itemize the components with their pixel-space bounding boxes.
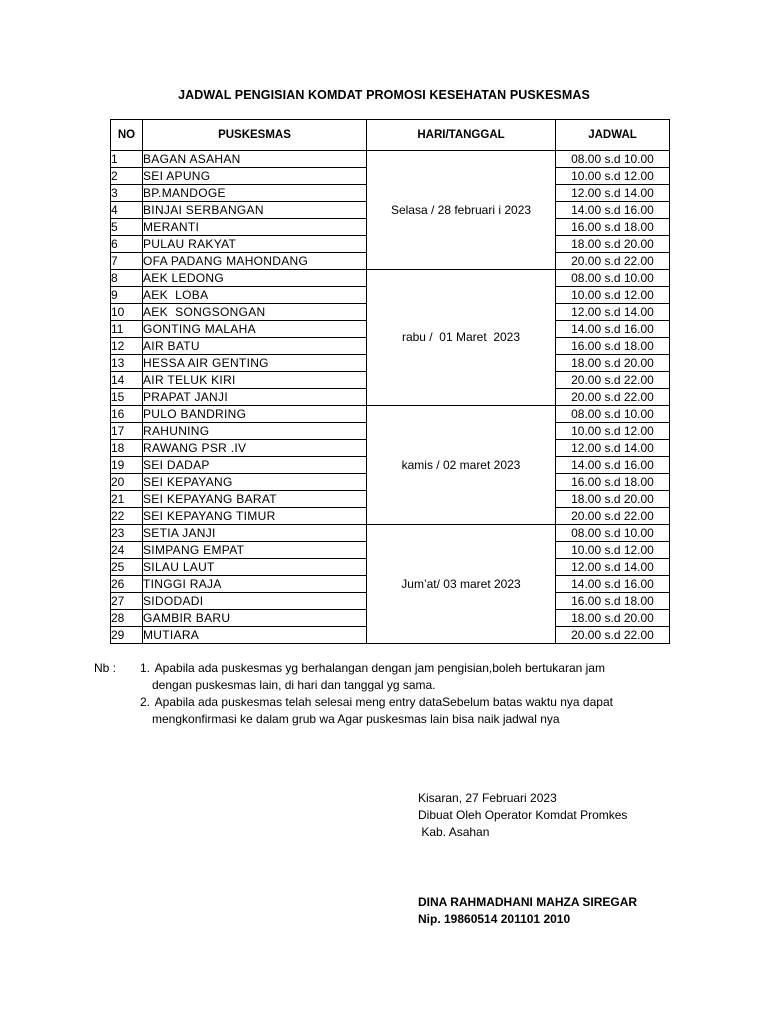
time-slot: 12.00 s.d 14.00 xyxy=(556,304,670,321)
time-slot: 20.00 s.d 22.00 xyxy=(556,389,670,406)
puskesmas-name: TINGGI RAJA xyxy=(143,576,367,593)
row-number: 2 xyxy=(111,168,143,185)
time-slot: 08.00 s.d 10.00 xyxy=(556,151,670,168)
time-slot: 08.00 s.d 10.00 xyxy=(556,525,670,542)
time-slot: 18.00 s.d 20.00 xyxy=(556,491,670,508)
row-number: 27 xyxy=(111,593,143,610)
puskesmas-name: SEI APUNG xyxy=(143,168,367,185)
time-slot: 16.00 s.d 18.00 xyxy=(556,593,670,610)
row-number: 9 xyxy=(111,287,143,304)
puskesmas-name: HESSA AIR GENTING xyxy=(143,355,367,372)
puskesmas-name: AIR BATU xyxy=(143,338,367,355)
time-slot: 14.00 s.d 16.00 xyxy=(556,576,670,593)
row-number: 22 xyxy=(111,508,143,525)
time-slot: 12.00 s.d 14.00 xyxy=(556,185,670,202)
signatory-nip: Nip. 19860514 201101 2010 xyxy=(418,912,571,926)
row-number: 28 xyxy=(111,610,143,627)
row-number: 16 xyxy=(111,406,143,423)
time-slot: 12.00 s.d 14.00 xyxy=(556,440,670,457)
day-date-cell: Selasa / 28 februari i 2023 xyxy=(367,151,556,270)
time-slot: 10.00 s.d 12.00 xyxy=(556,542,670,559)
puskesmas-name: PULAU RAKYAT xyxy=(143,236,367,253)
row-number: 11 xyxy=(111,321,143,338)
signatory-name: DINA RAHMADHANI MAHZA SIREGAR xyxy=(418,895,638,909)
signature-office: Kab. Asahan xyxy=(418,825,490,839)
puskesmas-name: SEI KEPAYANG TIMUR xyxy=(143,508,367,525)
puskesmas-name: BAGAN ASAHAN xyxy=(143,151,367,168)
puskesmas-name: SILAU LAUT xyxy=(143,559,367,576)
note-item xyxy=(140,660,700,694)
time-slot: 10.00 s.d 12.00 xyxy=(556,287,670,304)
row-number: 19 xyxy=(111,457,143,474)
table-row xyxy=(111,270,670,287)
row-number: 21 xyxy=(111,491,143,508)
schedule-table xyxy=(110,119,670,644)
day-date-cell: Jum’at/ 03 maret 2023 xyxy=(367,525,556,644)
puskesmas-name: PULO BANDRING xyxy=(143,406,367,423)
puskesmas-name: AEK LEDONG xyxy=(143,270,367,287)
row-number: 1 xyxy=(111,151,143,168)
time-slot: 12.00 s.d 14.00 xyxy=(556,559,670,576)
puskesmas-name: GONTING MALAHA xyxy=(143,321,367,338)
time-slot: 18.00 s.d 20.00 xyxy=(556,236,670,253)
row-number: 20 xyxy=(111,474,143,491)
row-number: 12 xyxy=(111,338,143,355)
row-number: 14 xyxy=(111,372,143,389)
row-number: 29 xyxy=(111,627,143,644)
time-slot: 14.00 s.d 16.00 xyxy=(556,321,670,338)
time-slot: 16.00 s.d 18.00 xyxy=(556,474,670,491)
time-slot: 16.00 s.d 18.00 xyxy=(556,219,670,236)
time-slot: 14.00 s.d 16.00 xyxy=(556,457,670,474)
row-number: 24 xyxy=(111,542,143,559)
row-number: 15 xyxy=(111,389,143,406)
time-slot: 20.00 s.d 22.00 xyxy=(556,627,670,644)
row-number: 5 xyxy=(111,219,143,236)
signature-place-date: Kisaran, 27 Februari 2023 xyxy=(418,791,557,805)
note-text: Apabila ada puskesmas telah selesai meng entry dataSebelum batas waktu nya dapat xyxy=(154,695,613,709)
table-row xyxy=(111,406,670,423)
puskesmas-name: SEI DADAP xyxy=(143,457,367,474)
puskesmas-name: BINJAI SERBANGAN xyxy=(143,202,367,219)
puskesmas-name: RAHUNING xyxy=(143,423,367,440)
note-text: Apabila ada puskesmas yg berhalangan dengan jam pengisian,boleh bertukaran jam xyxy=(154,661,605,675)
puskesmas-name: SEI KEPAYANG BARAT xyxy=(143,491,367,508)
row-number: 18 xyxy=(111,440,143,457)
time-slot: 08.00 s.d 10.00 xyxy=(556,270,670,287)
row-number: 10 xyxy=(111,304,143,321)
note-number: 2. xyxy=(140,695,151,709)
row-number: 3 xyxy=(111,185,143,202)
row-number: 4 xyxy=(111,202,143,219)
puskesmas-name: SETIA JANJI xyxy=(143,525,367,542)
time-slot: 08.00 s.d 10.00 xyxy=(556,406,670,423)
puskesmas-name: RAWANG PSR .IV xyxy=(143,440,367,457)
time-slot: 14.00 s.d 16.00 xyxy=(556,202,670,219)
time-slot: 10.00 s.d 12.00 xyxy=(556,423,670,440)
row-number: 13 xyxy=(111,355,143,372)
signature-made-by: Dibuat Oleh Operator Komdat Promkes xyxy=(418,808,628,822)
day-date-cell: rabu / 01 Maret 2023 xyxy=(367,270,556,406)
header-hari-tanggal: HARI/TANGGAL xyxy=(367,120,556,151)
table-header-row xyxy=(111,120,670,151)
puskesmas-name: AIR TELUK KIRI xyxy=(143,372,367,389)
notes-label: Nb : xyxy=(94,661,117,675)
puskesmas-name: PRAPAT JANJI xyxy=(143,389,367,406)
puskesmas-name: BP.MANDOGE xyxy=(143,185,367,202)
page-title: JADWAL PENGISIAN KOMDAT PROMOSI KESEHATAN PUSKESMAS xyxy=(178,88,590,102)
time-slot: 20.00 s.d 22.00 xyxy=(556,508,670,525)
puskesmas-name: SEI KEPAYANG xyxy=(143,474,367,491)
note-number: 1. xyxy=(140,661,151,675)
table-row xyxy=(111,525,670,542)
header-puskesmas: PUSKESMAS xyxy=(143,120,367,151)
row-number: 23 xyxy=(111,525,143,542)
day-date-cell: kamis / 02 maret 2023 xyxy=(367,406,556,525)
time-slot: 18.00 s.d 20.00 xyxy=(556,610,670,627)
puskesmas-name: MERANTI xyxy=(143,219,367,236)
puskesmas-name: GAMBIR BARU xyxy=(143,610,367,627)
puskesmas-name: SIMPANG EMPAT xyxy=(143,542,367,559)
puskesmas-name: OFA PADANG MAHONDANG xyxy=(143,253,367,270)
header-jadwal: JADWAL xyxy=(556,120,670,151)
signature-block xyxy=(418,790,637,928)
time-slot: 20.00 s.d 22.00 xyxy=(556,372,670,389)
note-text-continued: mengkonfirmasi ke dalam grub wa Agar puskesmas lain bisa naik jadwal nya xyxy=(152,712,560,726)
row-number: 7 xyxy=(111,253,143,270)
puskesmas-name: MUTIARA xyxy=(143,627,367,644)
time-slot: 18.00 s.d 20.00 xyxy=(556,355,670,372)
note-text-continued: dengan puskesmas lain, di hari dan tanggal yg sama. xyxy=(152,678,436,692)
header-no: NO xyxy=(111,120,143,151)
puskesmas-name: SIDODADI xyxy=(143,593,367,610)
time-slot: 16.00 s.d 18.00 xyxy=(556,338,670,355)
row-number: 6 xyxy=(111,236,143,253)
row-number: 25 xyxy=(111,559,143,576)
row-number: 8 xyxy=(111,270,143,287)
note-item xyxy=(140,694,700,728)
puskesmas-name: AEK LOBA xyxy=(143,287,367,304)
time-slot: 20.00 s.d 22.00 xyxy=(556,253,670,270)
puskesmas-name: AEK SONGSONGAN xyxy=(143,304,367,321)
row-number: 17 xyxy=(111,423,143,440)
time-slot: 10.00 s.d 12.00 xyxy=(556,168,670,185)
table-row xyxy=(111,151,670,168)
row-number: 26 xyxy=(111,576,143,593)
